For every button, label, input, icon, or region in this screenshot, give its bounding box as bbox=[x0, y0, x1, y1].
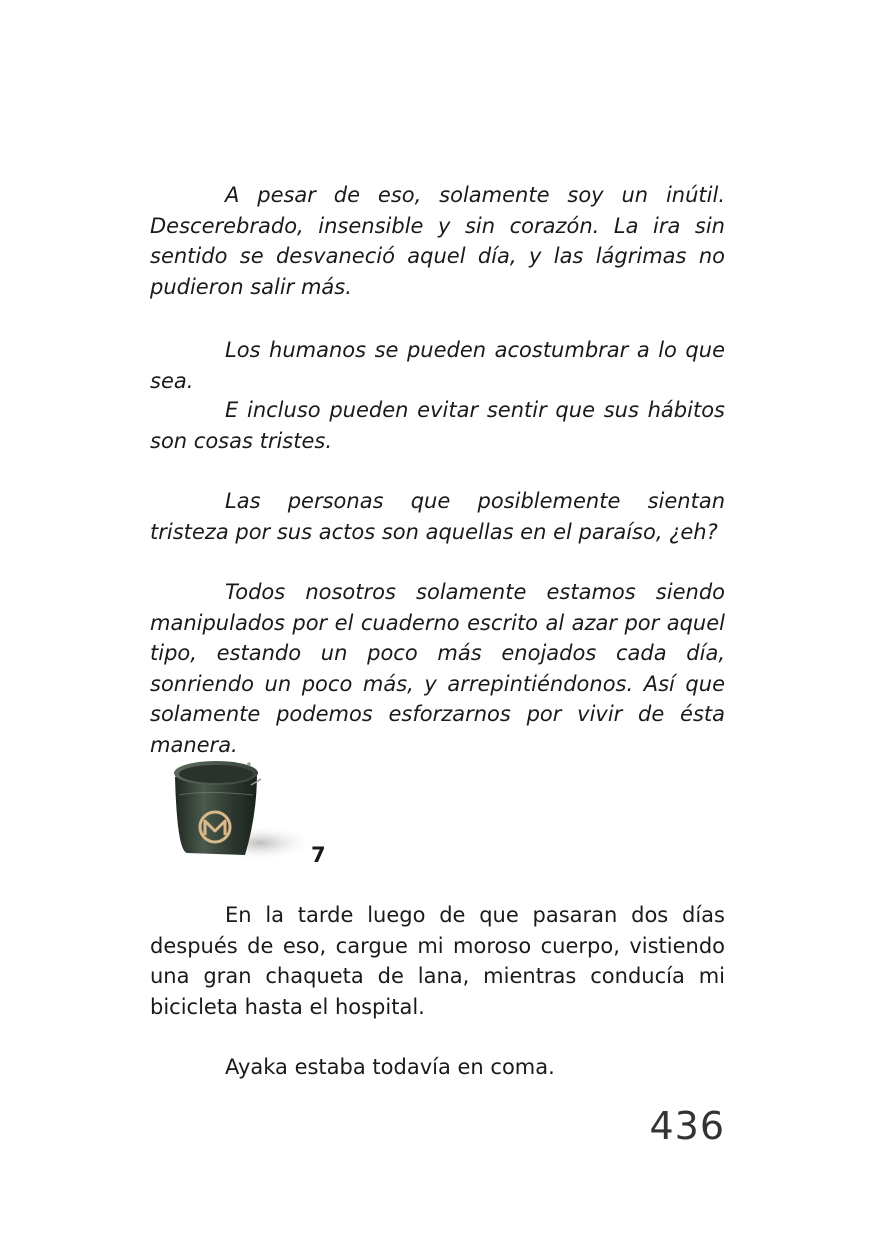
paragraph-7: Ayaka estaba todavía en coma. bbox=[225, 1055, 555, 1079]
page-number: 436 bbox=[649, 1104, 725, 1148]
paragraph-5: Todos nosotros solamente estamos siendo manipulados por el cuaderno escrito al azar por aquel tipo, estando un poco más enojados cada día, sonriendo un poco más, y arrepintiéndonos. Así que solamente podemos esforzarnos por vivir de ésta manera. bbox=[150, 580, 725, 757]
section-number: 7 bbox=[311, 843, 326, 867]
paragraph-4: Las personas que posiblemente sientan tristeza por sus actos son aquellas en el paraíso, ¿eh? bbox=[150, 489, 725, 544]
paragraph-3: E incluso pueden evitar sentir que sus hábitos son cosas tristes. bbox=[150, 398, 725, 453]
paragraph-1: A pesar de eso, solamente soy un inútil. Descerebrado, insensible y sin corazón. La ira sin sentido se desvaneció aquel día, y las lágrimas no pudieron salir más. bbox=[150, 183, 725, 299]
paragraph-2: Los humanos se pueden acostumbrar a lo que sea. bbox=[150, 338, 725, 393]
paragraph-6: En la tarde luego de que pasaran dos días después de eso, cargue mi moroso cuerpo, vistiendo una gran chaqueta de lana, mientras conducía mi bicicleta hasta el hospital. bbox=[150, 903, 725, 1019]
armband-icon bbox=[165, 755, 315, 865]
